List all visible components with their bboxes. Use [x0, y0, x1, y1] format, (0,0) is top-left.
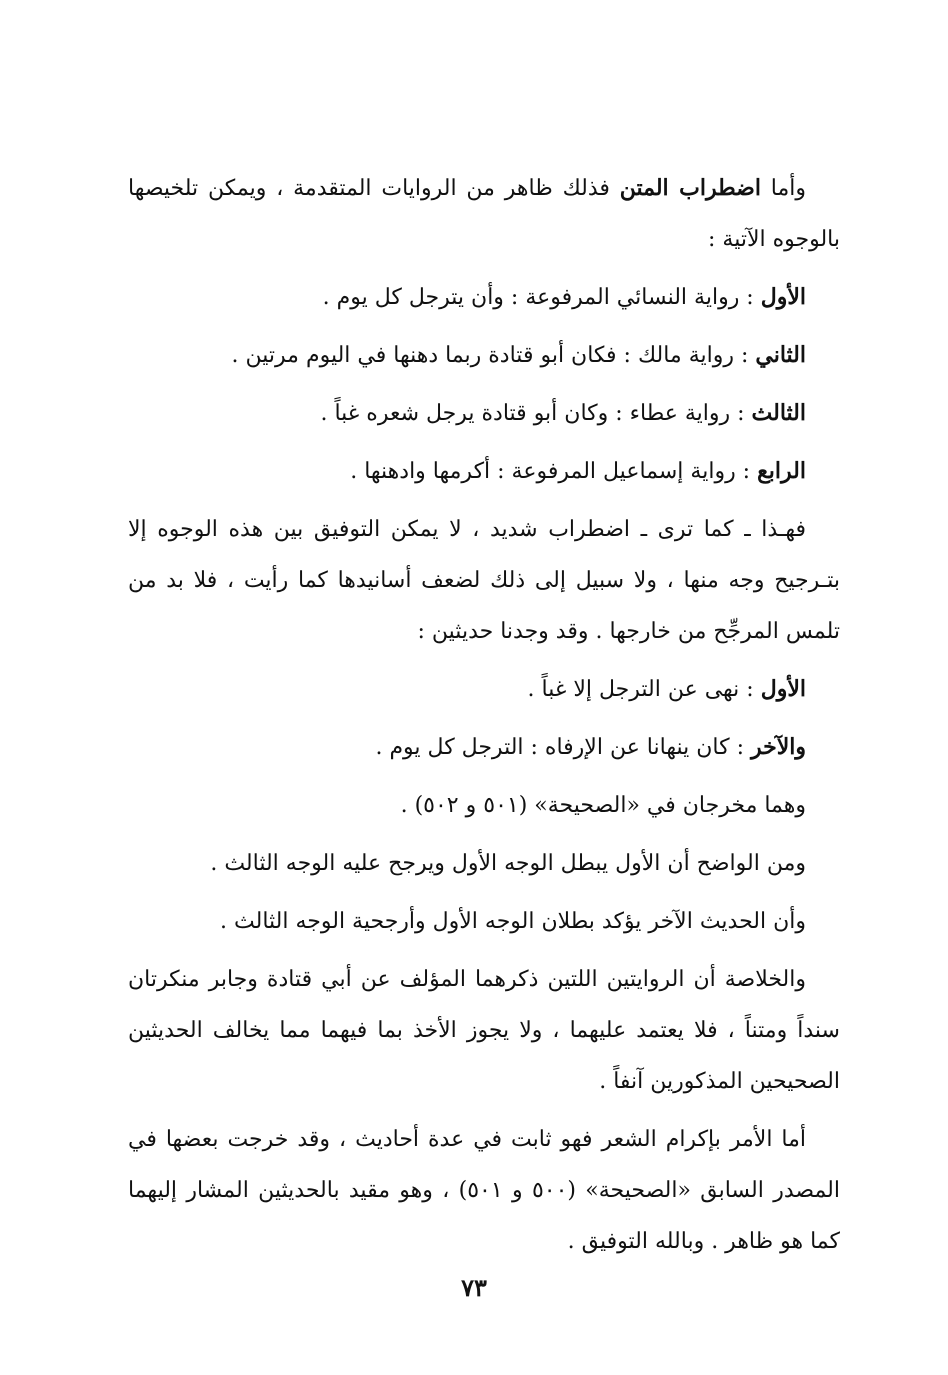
item-text: وهما مخرجان في «الصحيحة» (٥٠١ و ٥٠٢) .: [400, 793, 806, 818]
paragraph-text: فهـذا ـ كما ترى ـ اضطراب شديد ، لا يمكن التوفيق بين هذه الوجوه إلا بتـرجيح وجه منها ، ولا سبيل إلى ذلك لضعف أسانيدها كما رأيت ، فلا بد من تلمس المرجِّح من خارجها . وقد وجدنا حديثين :: [128, 517, 840, 644]
item-text: وأن الحديث الآخر يؤكد بطلان الوجه الأول وأرجحية الوجه الثالث .: [220, 909, 806, 934]
paragraph-text: فذلك ظاهر من الروايات المتقدمة ، ويمكن تلخيصها بالوجوه الآتية :: [128, 176, 840, 252]
list-item: [128, 722, 840, 773]
page-number: ٧٣: [461, 1273, 487, 1302]
paragraph-matn-disorder: [128, 163, 840, 265]
list-item: [128, 388, 840, 439]
item-text: : رواية عطاء : وكان أبو قتادة يرجل شعره غباً .: [320, 401, 752, 426]
item-label: الأول: [760, 676, 806, 702]
paragraph-lead: وأما: [760, 176, 806, 201]
item-label: الثاني: [755, 342, 806, 368]
item-label: والآخر: [750, 734, 806, 760]
paragraph-conclusion: [128, 954, 840, 1107]
list-item: [128, 272, 840, 323]
paragraph-disorder-summary: [128, 504, 840, 657]
paragraph-text: أما الأمر بإكرام الشعر فهو ثابت في عدة أحاديث ، وقد خرجت بعضها في المصدر السابق «الصحيحة» (٥٠٠ و ٥٠١) ، وهو مقيد بالحديثين المشار إليهما كما هو ظاهر . وبالله التوفيق .: [128, 1127, 840, 1254]
list-item: [128, 896, 840, 947]
item-text: ومن الواضح أن الأول يبطل الوجه الأول ويرجح عليه الوجه الثالث .: [210, 851, 806, 876]
page-body: [128, 163, 840, 1274]
item-label: الرابع: [757, 458, 806, 484]
paragraph-honoring-hair: [128, 1114, 840, 1267]
paragraph-text: والخلاصة أن الروايتين اللتين ذكرهما المؤلف عن أبي قتادة وجابر منكرتان سنداً ومتناً ، فلا يعتمد عليهما ، ولا يجوز الأخذ بما فيهما مما يخالف الحديثين الصحيحين المذكورين آنفاً .: [128, 967, 840, 1094]
list-item: [128, 664, 840, 715]
item-text: : كان ينهانا عن الإرفاه : الترجل كل يوم .: [375, 735, 751, 760]
list-item: [128, 780, 840, 831]
item-text: : نهى عن الترجل إلا غباً .: [527, 677, 761, 702]
item-label: الثالث: [751, 400, 806, 426]
list-item: [128, 838, 840, 889]
item-label: الأول: [760, 284, 806, 310]
list-item: [128, 330, 840, 381]
item-text: : رواية النسائي المرفوعة : وأن يترجل كل يوم .: [322, 285, 761, 310]
item-text: : رواية إسماعيل المرفوعة : أكرمها وادهنها .: [350, 459, 758, 484]
item-text: : رواية مالك : فكان أبو قتادة ربما دهنها في اليوم مرتين .: [231, 343, 756, 368]
list-item: [128, 446, 840, 497]
bold-term: اضطراب المتن: [619, 175, 761, 201]
